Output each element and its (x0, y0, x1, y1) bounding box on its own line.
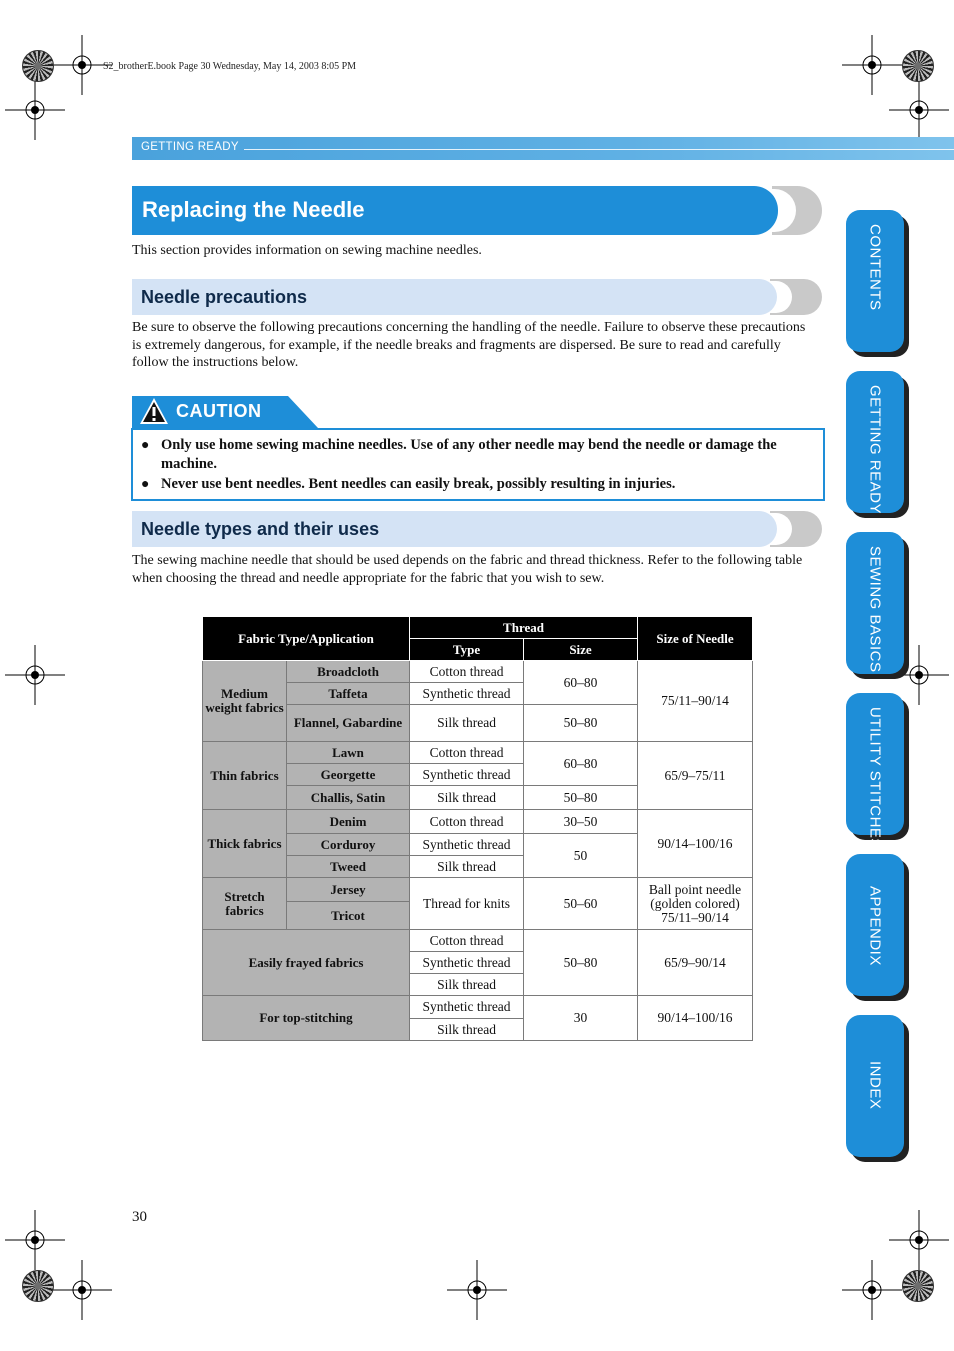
thread-size: 50–80 (524, 705, 638, 742)
intro-text: This section provides information on sewing machine needles. (132, 243, 482, 258)
thread-type: Silk thread (410, 1019, 524, 1041)
section-header-precautions (132, 279, 777, 315)
thread-size: 30 (524, 996, 638, 1041)
thread-type: Synthetic thread (410, 683, 524, 705)
registration-mark-bottom-right (902, 1270, 934, 1302)
thread-type: Synthetic thread (410, 764, 524, 786)
fabric-group: Medium weight fabrics (203, 661, 287, 742)
thread-size: 50–80 (524, 930, 638, 996)
fabric-group: Easily frayed fabrics (203, 930, 410, 996)
fabric-name: Flannel, Gabardine (287, 705, 410, 742)
crop-mark-bottom-center (447, 1260, 507, 1320)
page-title-bar (132, 186, 778, 235)
thread-type: Silk thread (410, 786, 524, 810)
side-tab-label: UTILITY STITCHES (866, 707, 884, 849)
table-header: Size (524, 639, 638, 661)
table-row (203, 930, 753, 952)
side-tab-label: CONTENTS (866, 224, 884, 311)
caution-item (141, 436, 806, 474)
thread-type: Synthetic thread (410, 834, 524, 856)
thread-type: Cotton thread (410, 930, 524, 952)
crop-mark-left-middle (5, 645, 65, 705)
thread-type: Cotton thread (410, 810, 524, 834)
crop-mark-bottom-right (842, 1260, 902, 1320)
thread-type: Thread for knits (410, 878, 524, 930)
fabric-name: Lawn (287, 742, 410, 764)
side-tab-label: INDEX (866, 1061, 884, 1110)
thread-size: 50 (524, 834, 638, 878)
table-row (203, 661, 753, 683)
thread-type: Cotton thread (410, 661, 524, 683)
table-row (203, 878, 753, 902)
side-tab-index[interactable] (846, 1015, 904, 1157)
caution-text: Never use bent needles. Bent needles can easily break, possibly resulting in injuries. (161, 476, 676, 492)
bullet-icon: ● (141, 477, 150, 492)
section-heading: Needle types and their uses (141, 519, 380, 539)
crop-mark-left-upper (5, 80, 65, 140)
needle-size: 65/9–90/14 (638, 930, 753, 996)
caution-text: Only use home sewing machine needles. Use of any other needle may bend the needle or damage the machine. (161, 437, 777, 472)
fabric-group: For top-stitching (203, 996, 410, 1041)
chapter-band (132, 137, 954, 160)
thread-size: 30–50 (524, 810, 638, 834)
side-tab-label: GETTING READY (866, 385, 884, 515)
side-tab-label: SEWING BASICS (866, 546, 884, 673)
thread-size: 50–60 (524, 878, 638, 930)
fabric-name: Denim (287, 810, 410, 834)
table-row (203, 996, 753, 1019)
registration-mark-top-left (22, 50, 54, 82)
thread-type: Synthetic thread (410, 952, 524, 974)
fabric-name: Tricot (287, 902, 410, 930)
crop-mark-right-upper (889, 80, 949, 140)
needle-size: 90/14–100/16 (638, 996, 753, 1041)
fabric-group: Thick fabrics (203, 810, 287, 878)
needle-size: 90/14–100/16 (638, 810, 753, 878)
thread-type: Cotton thread (410, 742, 524, 764)
bullet-icon: ● (141, 438, 150, 453)
section-heading: Needle precautions (141, 287, 308, 307)
thread-type: Silk thread (410, 856, 524, 878)
table-header: Size of Needle (638, 617, 753, 661)
thread-type: Silk thread (410, 705, 524, 742)
page-number: 30 (132, 1209, 147, 1225)
fabric-group: Thin fabrics (203, 742, 287, 810)
chapter-band-label: GETTING READY (141, 141, 239, 153)
precautions-body: Be sure to observe the following precautions concerning the handling of the needle. Failure to observe these precautions is extremely dangerous, for example, if the needle breaks and fragments are dispersed. Be sure to read and carefully follow the instructions below. (132, 320, 806, 370)
fabric-name: Challis, Satin (287, 786, 410, 810)
caution-label: CAUTION (176, 401, 262, 421)
chapter-band-rule (244, 149, 954, 150)
page-title: Replacing the Needle (142, 197, 365, 222)
crop-mark-bottom-left (52, 1260, 112, 1320)
fabric-name: Taffeta (287, 683, 410, 705)
side-tab-getting-ready[interactable] (846, 371, 904, 513)
side-tab-sewing-basics[interactable] (846, 532, 904, 674)
fabric-name: Jersey (287, 878, 410, 902)
needle-size: Ball point needle (golden colored) 75/11–90/14 (638, 878, 753, 930)
needle-types-body: The sewing machine needle that should be used depends on the fabric and thread thickness. Refer to the following table when choosing the thread and needle appropriate for the fabric that you wish to sew. (132, 553, 803, 586)
fabric-group: Stretch fabrics (203, 878, 287, 930)
thread-type: Synthetic thread (410, 996, 524, 1019)
table-header: Type (410, 639, 524, 661)
caution-item (141, 475, 806, 494)
print-header: S2_brotherE.book Page 30 Wednesday, May 14, 2003 8:05 PM (103, 61, 357, 72)
fabric-name: Tweed (287, 856, 410, 878)
caution-box (131, 428, 825, 501)
registration-mark-bottom-left (22, 1270, 54, 1302)
thread-size: 50–80 (524, 786, 638, 810)
caution-tab (132, 396, 318, 428)
thread-size: 60–80 (524, 742, 638, 786)
side-tab-contents[interactable] (846, 210, 904, 352)
needle-size: 75/11–90/14 (638, 661, 753, 742)
side-tab-label: APPENDIX (866, 886, 884, 966)
table-row (203, 742, 753, 764)
thread-type: Silk thread (410, 974, 524, 996)
side-tab-appendix[interactable] (846, 854, 904, 996)
fabric-name: Corduroy (287, 834, 410, 856)
side-tab-utility-stitches[interactable] (846, 693, 904, 849)
section-header-needle-types (132, 511, 777, 547)
table-row (203, 810, 753, 834)
needle-table (202, 616, 753, 1041)
table-header: Fabric Type/Application (203, 617, 410, 661)
fabric-name: Georgette (287, 764, 410, 786)
table-header: Thread (410, 617, 638, 639)
registration-mark-top-right (902, 50, 934, 82)
thread-size: 60–80 (524, 661, 638, 705)
fabric-name: Broadcloth (287, 661, 410, 683)
needle-size: 65/9–75/11 (638, 742, 753, 810)
